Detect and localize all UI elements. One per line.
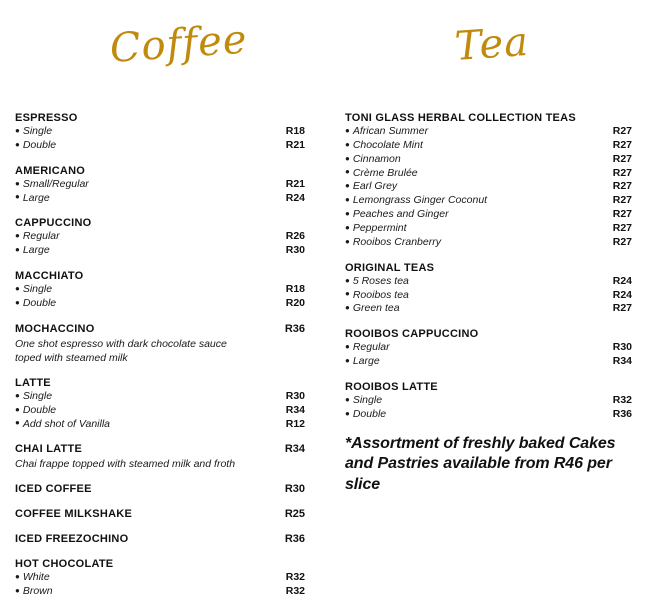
- menu-item-label-wrap: [15, 230, 60, 244]
- bullet-icon: ●: [345, 139, 350, 149]
- menu-item-label: Crème Brulée: [352, 166, 418, 179]
- menu-group: [15, 558, 305, 599]
- menu-group-header: [15, 483, 305, 496]
- menu-item-row: [15, 244, 305, 258]
- menu-group-price: R30: [284, 483, 305, 496]
- menu-item-price: R27: [612, 124, 632, 137]
- bullet-icon: ●: [345, 181, 350, 191]
- bullet-icon: ●: [345, 408, 350, 418]
- menu-item-price: R24: [612, 274, 632, 287]
- menu-group-title: ICED FREEZOCHINO: [15, 533, 129, 546]
- menu-item-row: [15, 125, 305, 139]
- menu-group-description: Chai frappe topped with steamed milk and froth: [15, 458, 236, 471]
- menu-item-label: Chocolate Mint: [352, 138, 423, 151]
- menu-group-header: [345, 328, 632, 341]
- bullet-icon: ●: [345, 303, 350, 313]
- menu-item-row: [15, 404, 305, 418]
- menu-item-price: R30: [612, 341, 632, 354]
- menu-item-label: Single: [22, 283, 53, 296]
- menu-group-header: [345, 262, 632, 275]
- menu-group-price: R34: [284, 443, 305, 456]
- menu-item-label: Large: [352, 355, 380, 368]
- menu-item-price: R18: [285, 283, 305, 296]
- menu-group: [15, 217, 305, 258]
- bullet-icon: ●: [15, 125, 20, 135]
- menu-item-label: Earl Grey: [352, 180, 398, 193]
- bullet-icon: ●: [15, 572, 20, 582]
- menu-group-header: [15, 377, 305, 390]
- bullet-icon: ●: [15, 192, 20, 202]
- bullet-icon: ●: [15, 390, 20, 400]
- menu-group-title: COFFEE MILKSHAKE: [15, 508, 133, 521]
- bullet-icon: ●: [345, 195, 350, 205]
- menu-group-header: [15, 533, 305, 546]
- menu-group-title: HOT CHOCOLATE: [15, 558, 114, 571]
- menu-item-price: R27: [612, 302, 632, 315]
- menu-item-row: [15, 585, 305, 599]
- menu-item-label-wrap: [345, 222, 407, 236]
- menu-item-row: [345, 341, 632, 355]
- menu-group-header: [15, 508, 305, 521]
- menu-item-row: [15, 192, 305, 206]
- bullet-icon: ●: [345, 167, 350, 177]
- menu-item-price: R18: [285, 124, 305, 137]
- menu-item-label-wrap: [15, 418, 110, 432]
- menu-group: [15, 270, 305, 311]
- menu-item-label: Double: [22, 296, 57, 309]
- menu-item-price: R27: [612, 152, 632, 165]
- menu-group: [345, 381, 632, 422]
- menu-group-header: [345, 381, 632, 394]
- menu-item-label: Large: [22, 244, 50, 257]
- menu-item-row: [345, 289, 632, 303]
- menu-item-label: Lemongrass Ginger Coconut: [352, 194, 488, 207]
- menu-item-label-wrap: [15, 571, 50, 585]
- menu-item-label-wrap: [15, 139, 56, 153]
- menu-item-label-wrap: [345, 236, 441, 250]
- bullet-icon: ●: [345, 236, 350, 246]
- bullet-icon: ●: [15, 178, 20, 188]
- bullet-icon: ●: [15, 283, 20, 293]
- menu-item-label: African Summer: [352, 124, 429, 137]
- menu-group-header: [15, 323, 305, 336]
- menu-item-label-wrap: [15, 192, 50, 206]
- menu-item-price: R24: [285, 191, 305, 204]
- menu-group-header: [15, 270, 305, 283]
- menu-item-label-wrap: [345, 125, 428, 139]
- menu-item-price: R12: [285, 417, 305, 430]
- menu-item-label: Large: [22, 191, 50, 204]
- menu-item-price: R34: [612, 355, 632, 368]
- menu-group: [15, 483, 305, 496]
- menu-item-row: [15, 139, 305, 153]
- menu-item-label-wrap: [345, 208, 449, 222]
- menu-item-label: Small/Regular: [22, 177, 89, 190]
- bullet-icon: ●: [345, 153, 350, 163]
- menu-item-price: R27: [612, 180, 632, 193]
- menu-item-price: R36: [612, 407, 632, 420]
- bullet-icon: ●: [345, 222, 350, 232]
- menu-item-label: Brown: [22, 585, 53, 598]
- menu-group-price: R36: [284, 533, 305, 546]
- menu-group-title: CAPPUCCINO: [15, 217, 92, 230]
- menu-item-row: [15, 390, 305, 404]
- menu-item-row: [345, 355, 632, 369]
- menu-item-price: R27: [612, 235, 632, 248]
- bullet-icon: ●: [15, 404, 20, 414]
- menu-group-title: LATTE: [15, 376, 51, 389]
- menu-item-price: R21: [285, 177, 305, 190]
- menu-item-label-wrap: [15, 404, 56, 418]
- menu-item-row: [345, 302, 632, 316]
- menu-group: [15, 533, 305, 546]
- menu-item-row: [15, 418, 305, 432]
- menu-item-label: Double: [22, 138, 57, 151]
- menu-item-price: R26: [285, 230, 305, 243]
- bullet-icon: ●: [345, 356, 350, 366]
- menu-item-label-wrap: [345, 139, 423, 153]
- bullet-icon: ●: [345, 342, 350, 352]
- bullet-icon: ●: [345, 209, 350, 219]
- menu-item-row: [15, 283, 305, 297]
- menu-item-label: Double: [22, 403, 57, 416]
- bullet-icon: ●: [15, 586, 20, 596]
- menu-item-label-wrap: [345, 408, 386, 422]
- menu-group-header: [15, 112, 305, 125]
- menu-item-price: R30: [285, 244, 305, 257]
- menu-item-price: R27: [612, 208, 632, 221]
- menu-item-row: [345, 236, 632, 250]
- menu-item-label: Regular: [22, 230, 60, 243]
- menu-item-label: Single: [22, 124, 53, 137]
- menu-group-header: [345, 112, 632, 125]
- menu-item-label: Rooibos Cranberry: [352, 235, 441, 248]
- menu-group-price: R25: [284, 508, 305, 521]
- menu-item-label-wrap: [15, 125, 52, 139]
- menu-item-label: Peppermint: [352, 221, 407, 234]
- bullet-icon: ●: [345, 275, 350, 285]
- menu-item-row: [345, 222, 632, 236]
- menu-item-label-wrap: [345, 153, 401, 167]
- menu-item-label: Peaches and Ginger: [352, 208, 449, 221]
- bullet-icon: ●: [345, 125, 350, 135]
- menu-group-price: R36: [284, 322, 305, 335]
- coffee-menu-column: [15, 112, 305, 599]
- menu-item-row: [345, 194, 632, 208]
- menu-item-row: [15, 571, 305, 585]
- menu-item-label-wrap: [345, 180, 397, 194]
- menu-item-label: 5 Roses tea: [352, 274, 409, 287]
- menu-group-title: MACCHIATO: [15, 270, 84, 283]
- menu-item-label-wrap: [345, 355, 380, 369]
- menu-item-price: R32: [285, 585, 305, 598]
- menu-item-price: R21: [285, 138, 305, 151]
- menu-group: [345, 328, 632, 369]
- menu-item-price: R32: [612, 393, 632, 406]
- bullet-icon: ●: [15, 418, 20, 428]
- menu-item-price: R32: [285, 571, 305, 584]
- menu-item-label-wrap: [345, 275, 409, 289]
- menu-item-label-wrap: [15, 178, 89, 192]
- menu-item-row: [345, 394, 632, 408]
- menu-group: [15, 508, 305, 521]
- menu-group: [345, 112, 632, 250]
- menu-item-label-wrap: [15, 390, 52, 404]
- menu-group: [15, 323, 305, 365]
- bullet-icon: ●: [345, 394, 350, 404]
- menu-group-description: One shot espresso with dark chocolate sauce toped with steamed milk: [15, 337, 227, 364]
- menu-group: [15, 165, 305, 206]
- menu-item-price: R27: [612, 166, 632, 179]
- menu-item-label: Add shot of Vanilla: [22, 417, 111, 430]
- bullet-icon: ●: [345, 289, 350, 299]
- menu-item-label: Double: [352, 407, 387, 420]
- menu-item-label: Green tea: [352, 302, 400, 315]
- menu-group: [15, 112, 305, 153]
- menu-item-label-wrap: [15, 585, 53, 599]
- tea-section-heading: Tea: [453, 18, 531, 70]
- menu-item-label: White: [22, 571, 50, 584]
- menu-item-price: R24: [612, 288, 632, 301]
- menu-group-header: [15, 165, 305, 178]
- menu-item-label: Cinnamon: [352, 152, 401, 165]
- menu-item-price: R20: [285, 296, 305, 309]
- menu-item-label: Rooibos tea: [352, 288, 409, 301]
- menu-group-title: ICED COFFEE: [15, 483, 92, 496]
- menu-group: [15, 377, 305, 432]
- menu-item-row: [15, 297, 305, 311]
- menu-group-title: ROOIBOS CAPPUCCINO: [345, 328, 479, 341]
- menu-item-price: R27: [612, 194, 632, 207]
- menu-group-title: CHAI LATTE: [15, 443, 83, 456]
- menu-item-price: R27: [612, 221, 632, 234]
- menu-group-title: AMERICANO: [15, 164, 86, 177]
- menu-group: [15, 443, 305, 471]
- menu-item-price: R30: [285, 389, 305, 402]
- menu-item-row: [345, 153, 632, 167]
- tea-menu-column: [345, 112, 632, 422]
- menu-group-header: [15, 217, 305, 230]
- menu-item-label: Single: [22, 389, 53, 402]
- menu-item-row: [15, 230, 305, 244]
- menu-item-label-wrap: [15, 283, 52, 297]
- menu-item-row: [15, 178, 305, 192]
- bullet-icon: ●: [15, 231, 20, 241]
- menu-group-title: ORIGINAL TEAS: [345, 261, 435, 274]
- menu-item-row: [345, 208, 632, 222]
- bullet-icon: ●: [15, 139, 20, 149]
- menu-group-header: [15, 443, 305, 456]
- bullet-icon: ●: [15, 245, 20, 255]
- menu-group-title: ROOIBOS LATTE: [345, 380, 438, 393]
- menu-item-label-wrap: [15, 244, 50, 258]
- menu-item-price: R34: [285, 403, 305, 416]
- menu-item-label-wrap: [345, 194, 487, 208]
- menu-item-row: [345, 180, 632, 194]
- menu-group-header: [15, 558, 305, 571]
- menu-group-title: ESPRESSO: [15, 112, 78, 124]
- menu-item-price: R27: [612, 138, 632, 151]
- menu-item-row: [345, 125, 632, 139]
- menu-item-label: Regular: [352, 341, 390, 354]
- cakes-pastries-footnote: *Assortment of freshly baked Cakes and Pastries available from R46 per slice: [345, 435, 616, 493]
- menu-item-row: [345, 408, 632, 422]
- menu-item-label-wrap: [345, 289, 409, 303]
- menu-item-label-wrap: [345, 341, 390, 355]
- menu-item-label-wrap: [15, 297, 56, 311]
- coffee-section-heading: Coffee: [108, 16, 249, 72]
- menu-item-row: [345, 167, 632, 181]
- menu-item-row: [345, 139, 632, 153]
- menu-group: [345, 262, 632, 317]
- bullet-icon: ●: [15, 297, 20, 307]
- menu-item-label: Single: [352, 393, 383, 406]
- menu-group-title: TONI GLASS HERBAL COLLECTION TEAS: [345, 112, 576, 124]
- menu-item-label-wrap: [345, 394, 382, 408]
- menu-group-title: MOCHACCINO: [15, 322, 95, 335]
- menu-item-label-wrap: [345, 302, 400, 316]
- menu-item-row: [345, 275, 632, 289]
- menu-item-label-wrap: [345, 167, 418, 181]
